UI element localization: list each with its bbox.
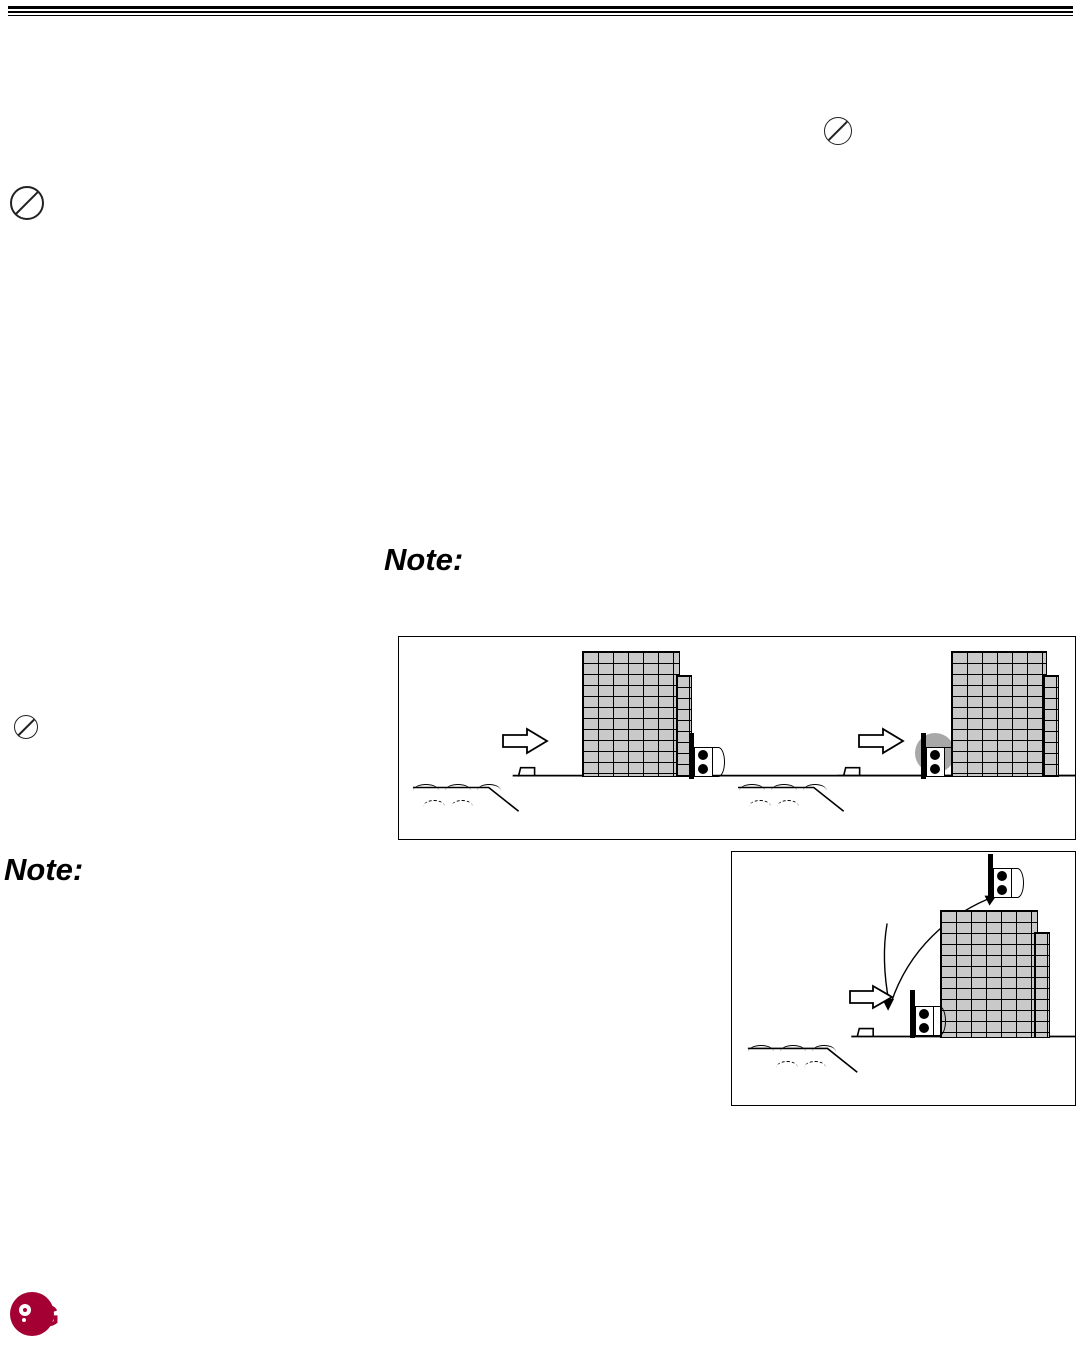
container-stack-side xyxy=(1034,932,1050,1038)
wave-line xyxy=(777,800,799,807)
divider-line-2 xyxy=(8,11,1073,13)
forklift-wheel xyxy=(919,1009,929,1019)
forklift-wheel xyxy=(930,764,940,774)
wave-line xyxy=(803,784,827,791)
forklift-upper xyxy=(988,862,1030,900)
wave-line xyxy=(780,1045,806,1052)
forklift-lower xyxy=(910,1000,952,1038)
divider-line-1 xyxy=(8,6,1073,9)
forklift-repositioning-diagram xyxy=(731,851,1076,1106)
lg-logo-pupil xyxy=(23,1308,27,1312)
lg-logo-nose xyxy=(22,1318,26,1322)
container-stack-side xyxy=(1043,675,1059,777)
wave-line xyxy=(776,1061,798,1068)
wave-line xyxy=(804,1061,826,1068)
forklift-wheel xyxy=(997,871,1007,881)
container-stack xyxy=(940,910,1038,1038)
note-label: Note: xyxy=(4,852,84,887)
incorrect-unloading-panel xyxy=(399,637,1075,839)
wave-line xyxy=(749,800,771,807)
note-label: Note: xyxy=(384,542,464,577)
prohibition-icon xyxy=(824,117,852,145)
direction-arrow xyxy=(857,727,905,755)
container-handling-comparison-diagram xyxy=(398,636,1076,840)
wave-line xyxy=(748,1045,774,1052)
lg-logo-letter: G xyxy=(36,1300,59,1333)
wave-line xyxy=(739,784,765,791)
header-divider-rule xyxy=(8,6,1073,16)
direction-arrow xyxy=(848,984,894,1010)
prohibition-icon xyxy=(14,715,38,739)
wave-line xyxy=(771,784,797,791)
forklift-wheel xyxy=(997,885,1007,895)
forklift-wheel xyxy=(919,1023,929,1033)
wave-line xyxy=(812,1045,836,1052)
forklift-cab xyxy=(1012,868,1024,898)
divider-line-3 xyxy=(8,15,1073,16)
forklift-wheel xyxy=(930,750,940,760)
forklift-cab xyxy=(934,1006,946,1036)
container-stack xyxy=(951,651,1047,777)
prohibition-icon xyxy=(10,186,44,220)
lg-logo xyxy=(10,1292,80,1338)
